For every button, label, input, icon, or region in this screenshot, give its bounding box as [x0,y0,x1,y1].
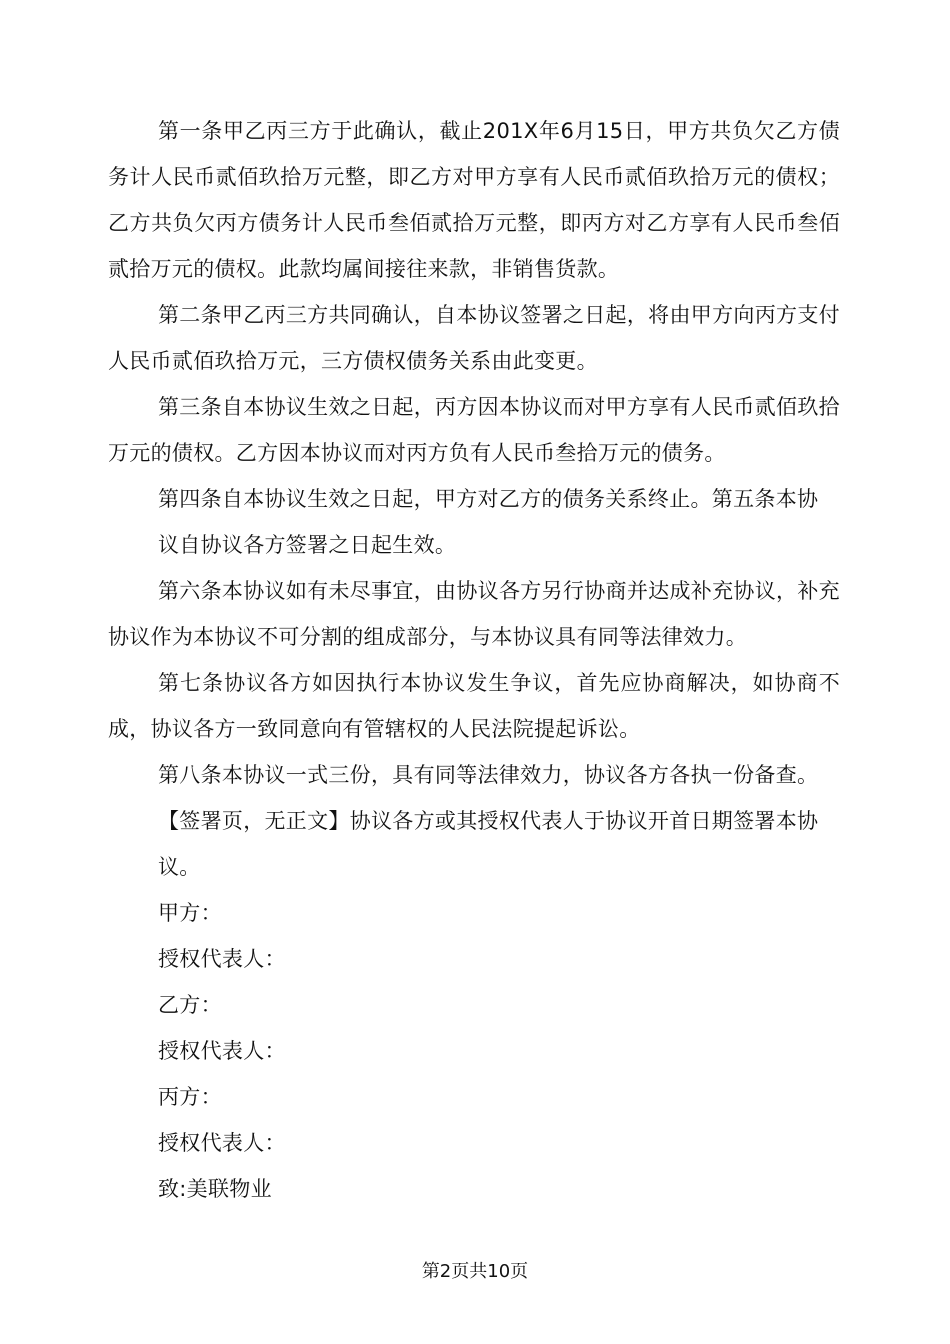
party-c-representative: 授权代表人： [158,1131,286,1155]
party-b-representative: 授权代表人： [158,1039,286,1063]
party-b-label: 乙方： [158,993,222,1017]
article-8: 第八条本协议一式三份，具有同等法律效力，协议各方各执一份备查。 [158,763,819,787]
signature-note-line-2: 议。 [158,855,201,879]
article-3: 第三条自本协议生效之日起，丙方因本协议而对甲方享有人民币贰佰玖拾万元的债权。乙方因本协议而对丙方负有人民币叁拾万元的债务。 [108,395,840,465]
article-7: 第七条协议各方如因执行本协议发生争议，首先应协商解决，如协商不成，协议各方一致同意向有管辖权的人民法院提起诉讼。 [108,671,840,741]
article-2: 第二条甲乙丙三方共同确认，自本协议签署之日起，将由甲方向丙方支付人民币贰佰玖拾万元，三方债权债务关系由此变更。 [108,303,840,373]
article-4-line-1: 第四条自本协议生效之日起，甲方对乙方的债务关系终止。第五条本协 [158,487,819,511]
article-1: 第一条甲乙丙三方于此确认，截止201X年6月15日，甲方共负欠乙方债务计人民币贰佰玖拾万元整，即乙方对甲方享有人民币贰佰玖拾万元的债权；乙方共负欠丙方债务计人民币叁佰贰拾万元整，即丙方对乙方享有人民币叁佰贰拾万元的债权。此款均属间接往来款，非销售货款。 [108,119,840,281]
article-6: 第六条本协议如有未尽事宜，由协议各方另行协商并达成补充协议，补充协议作为本协议不可分割的组成部分，与本协议具有同等法律效力。 [108,579,840,649]
party-c-label: 丙方： [158,1085,222,1109]
signature-note-line-1: 【签署页，无正文】协议各方或其授权代表人于协议开首日期签署本协 [158,809,819,833]
party-a-representative: 授权代表人： [158,947,286,971]
party-a-label: 甲方： [158,901,222,925]
addressee-line: 致:美联物业 [158,1177,272,1201]
article-4-line-2: 议自协议各方签署之日起生效。 [158,533,457,557]
document-body [108,108,840,1212]
page-number: 第2页共10页 [421,1261,529,1282]
